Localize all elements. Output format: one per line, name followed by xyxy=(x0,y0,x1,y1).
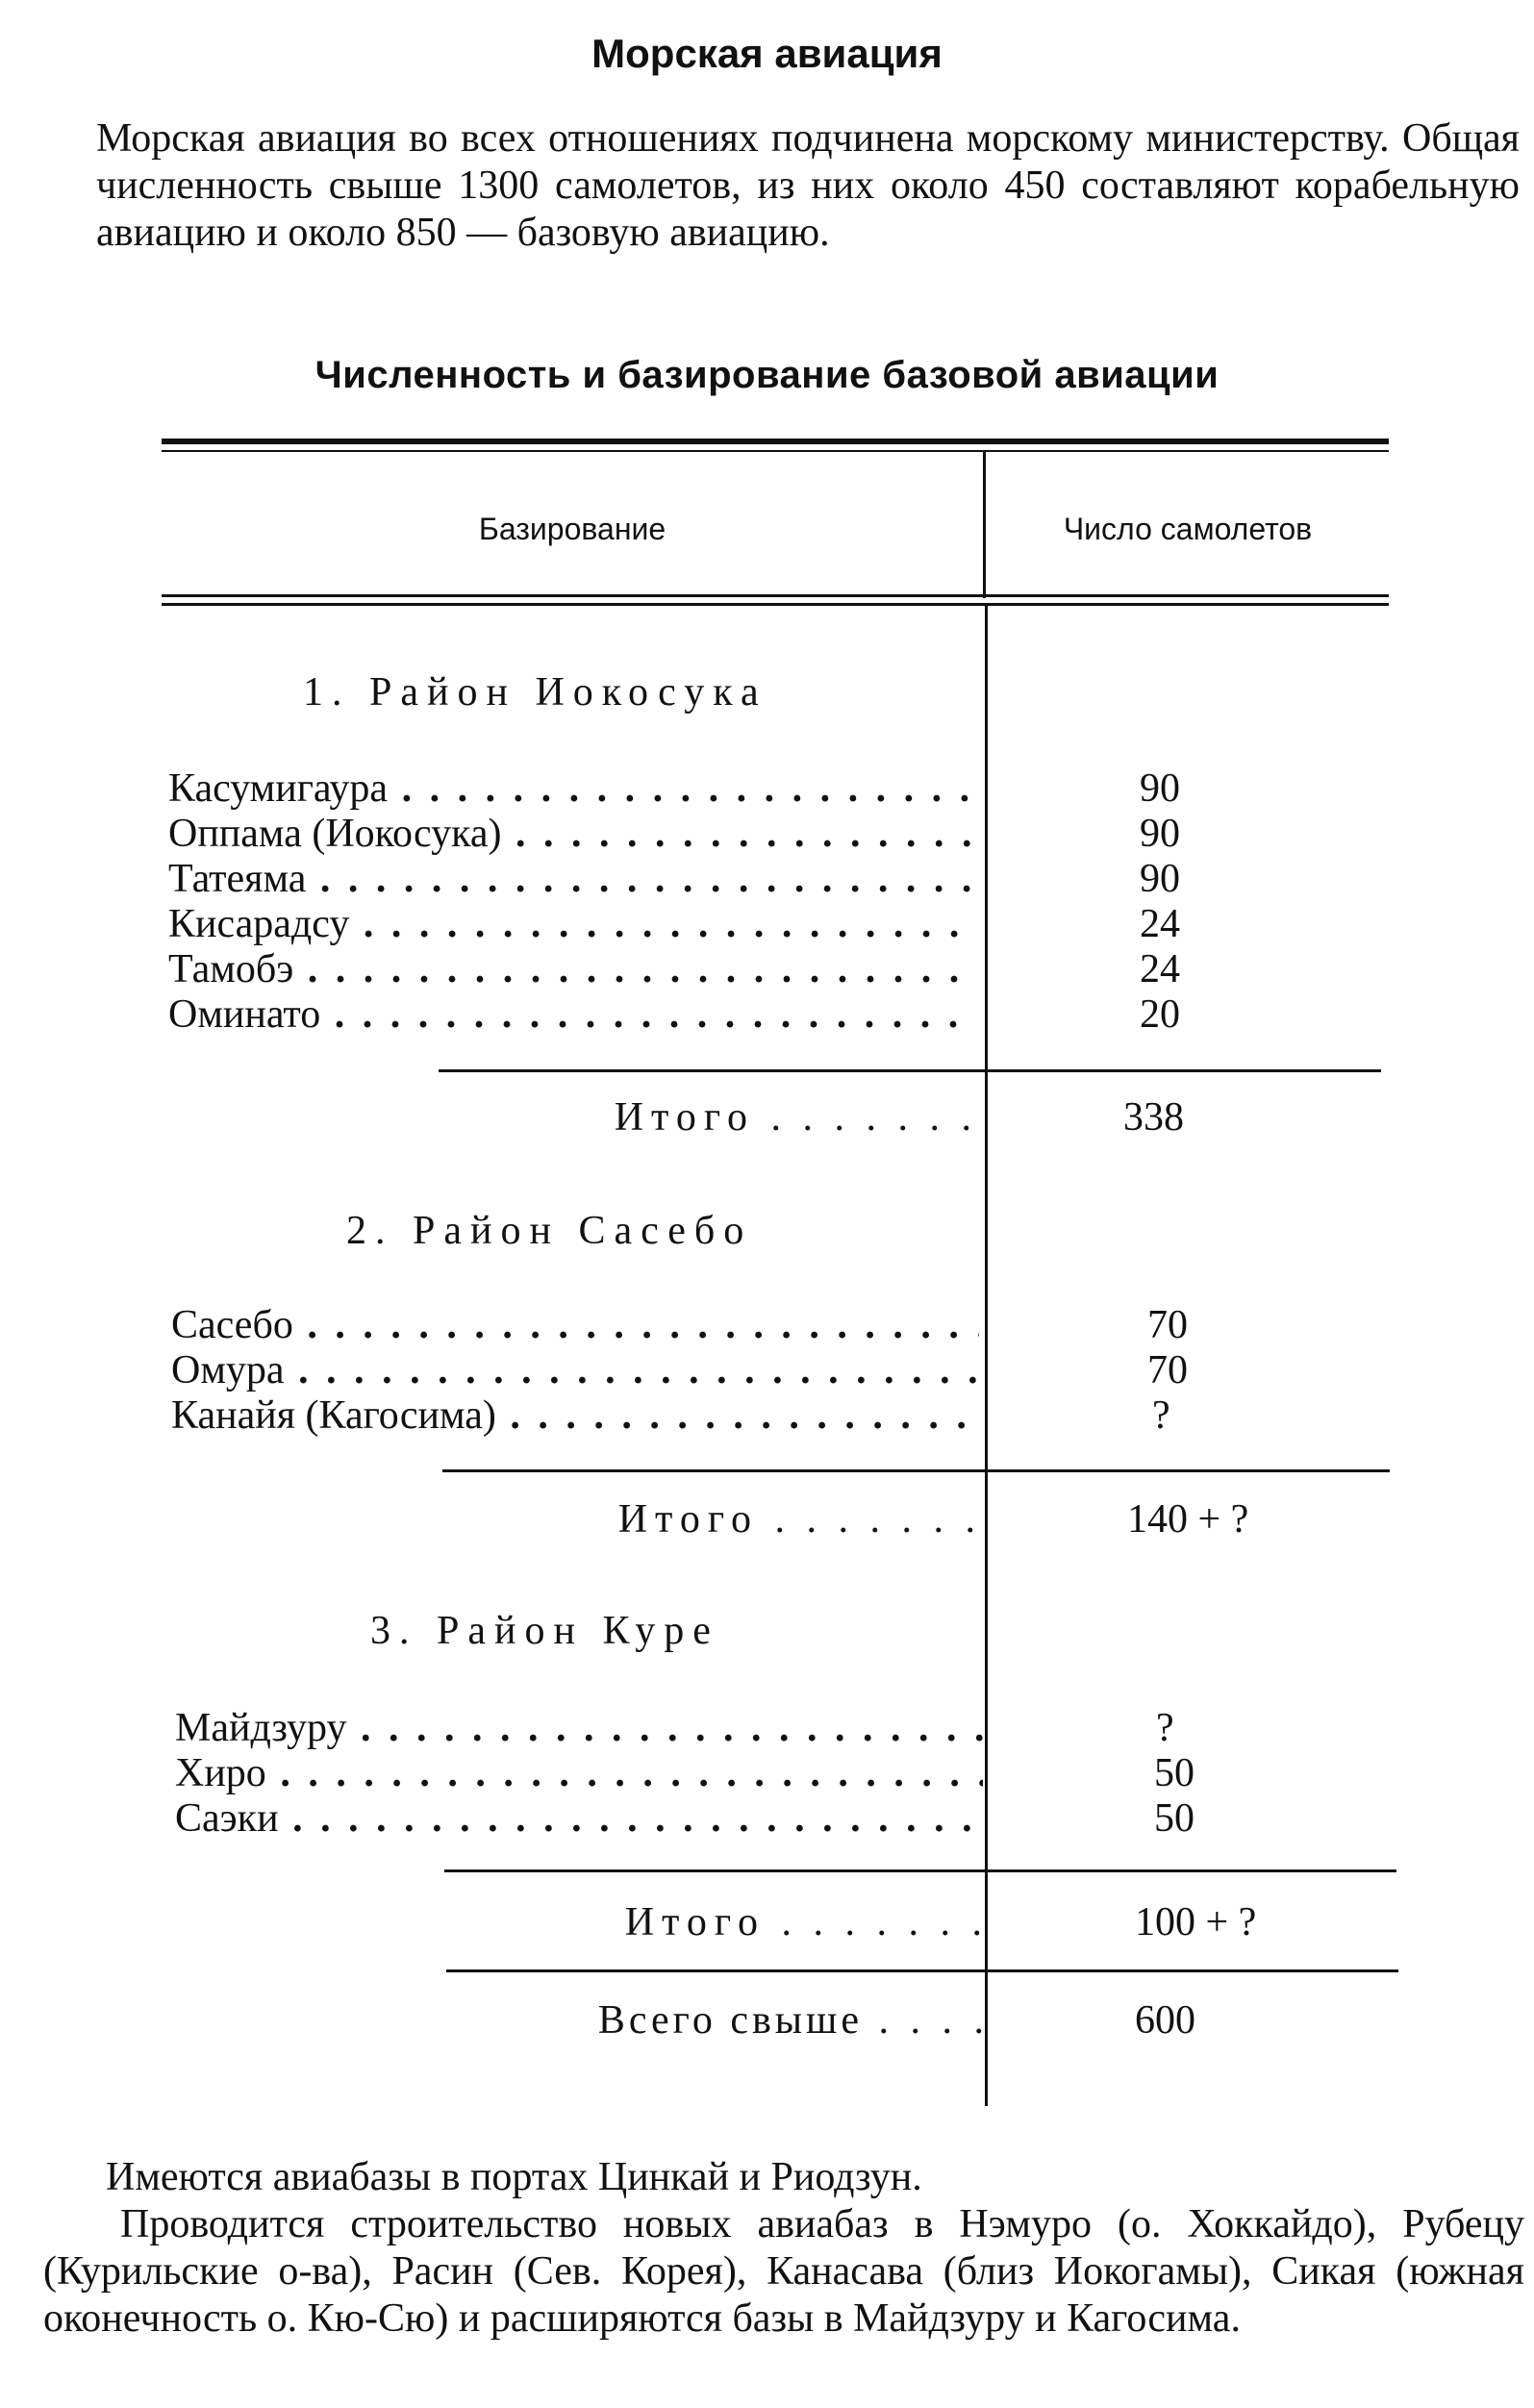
subtotal-row xyxy=(442,1495,981,1543)
row-label: Тамобэ . . . xyxy=(168,946,976,992)
table-title: Численность и базирование базовой авиации xyxy=(314,354,1220,396)
grand-total-label: Всего свыше . . . . xyxy=(597,1998,990,2043)
row-label: Саэки . . . xyxy=(175,1795,983,1842)
row-value: 24 xyxy=(1140,947,1180,991)
table-row xyxy=(168,811,1180,857)
table-row xyxy=(168,946,1180,992)
subtotal-row xyxy=(439,1093,977,1141)
row-label: Хиро . . . xyxy=(175,1750,983,1796)
row-label: Оминато . . . xyxy=(168,991,976,1038)
subtotal-value: 338 xyxy=(1123,1095,1184,1140)
grand-total-value-cell xyxy=(1135,1996,1327,2044)
header-count: Число самолетов xyxy=(1063,512,1313,546)
subtotal-row xyxy=(444,1898,988,1946)
grand-total-row xyxy=(446,1996,990,2044)
row-value: 70 xyxy=(1147,1348,1188,1392)
row-value: 50 xyxy=(1154,1751,1195,1795)
region-heading: 2. Район Сасебо xyxy=(346,1209,753,1253)
table-row xyxy=(171,1392,1170,1439)
subtotal-label: Итого . . . . . . . xyxy=(617,1497,981,1542)
row-label: Татеяма . . . xyxy=(168,856,976,902)
header-bottom-rule xyxy=(162,594,1389,597)
row-value: 90 xyxy=(1140,857,1180,901)
grand-total-rule xyxy=(446,1969,1398,1972)
subtotal-label: Итого . . . . . . . xyxy=(624,1900,988,1944)
subtotal-value-cell xyxy=(1123,1093,1316,1141)
row-value: 20 xyxy=(1140,992,1180,1037)
header-bottom-rule-2 xyxy=(162,603,1389,606)
intro-paragraph: Морская авиация во всех отношениях подчинена морскому министерству. Общая численность свыше 1300 самолетов, из них около 450 составляют корабельную авиацию и около 850 — базовую авиацию. xyxy=(96,116,1520,255)
table-row xyxy=(168,901,1180,947)
subtotal-rule xyxy=(442,1469,1390,1472)
table-top-rule xyxy=(162,439,1389,444)
table-row xyxy=(175,1705,1174,1751)
subtotal-value: 100 + ? xyxy=(1135,1900,1257,1944)
table-row xyxy=(175,1795,1195,1842)
row-label: Омура . . . xyxy=(171,1347,979,1393)
row-label: Оппама (Иокосука) . . . xyxy=(168,811,976,857)
subtotal-label: Итого . . . . . . . xyxy=(614,1095,977,1140)
subtotal-value-cell xyxy=(1135,1898,1366,1946)
footer-paragraph-1: Имеются авиабазы в портах Цинкай и Риодзун. xyxy=(106,2155,922,2199)
row-value: ? xyxy=(1156,1706,1174,1750)
table-row xyxy=(168,765,1180,812)
subtotal-value-cell xyxy=(1127,1495,1358,1543)
row-label: Майдзуру . . . xyxy=(175,1705,983,1751)
region-heading: 1. Район Иокосука xyxy=(303,670,767,715)
section-title: Морская авиация xyxy=(591,31,943,76)
table-row xyxy=(175,1750,1195,1796)
row-value: ? xyxy=(1152,1393,1170,1438)
region-heading: 3. Район Куре xyxy=(370,1609,719,1653)
row-label: Касумигаура . . . xyxy=(168,765,976,812)
grand-total-value: 600 xyxy=(1135,1998,1195,2043)
row-label: Канайя (Кагосима) . . . xyxy=(171,1392,979,1439)
header-basing: Базирование xyxy=(478,512,666,546)
footer-paragraph-2: Проводится строительство новых авиабаз в Нэмуро (о. Хоккайдо), Рубецу (Курильские о-ва), Расин (Сев. Корея), Канасава (близ Иокогамы), Сикая (южная оконечность о. Кю-Сю) и расширяются базы в Майдзуру и Кагосима. xyxy=(43,2202,1524,2341)
subtotal-rule xyxy=(439,1069,1381,1072)
table-row xyxy=(171,1302,1188,1348)
table-row xyxy=(168,991,1180,1038)
row-label: Кисарадсу . . . xyxy=(168,901,976,947)
row-label: Сасебо . . . xyxy=(171,1302,979,1348)
row-value: 24 xyxy=(1140,902,1180,946)
row-value: 70 xyxy=(1147,1303,1188,1347)
row-value: 90 xyxy=(1140,766,1180,811)
table-top-rule-thin xyxy=(162,450,1389,452)
subtotal-value: 140 + ? xyxy=(1127,1497,1249,1542)
row-value: 50 xyxy=(1154,1796,1195,1841)
row-value: 90 xyxy=(1140,812,1180,856)
table-row xyxy=(168,856,1180,902)
table-row xyxy=(171,1347,1188,1393)
subtotal-rule xyxy=(444,1869,1396,1872)
